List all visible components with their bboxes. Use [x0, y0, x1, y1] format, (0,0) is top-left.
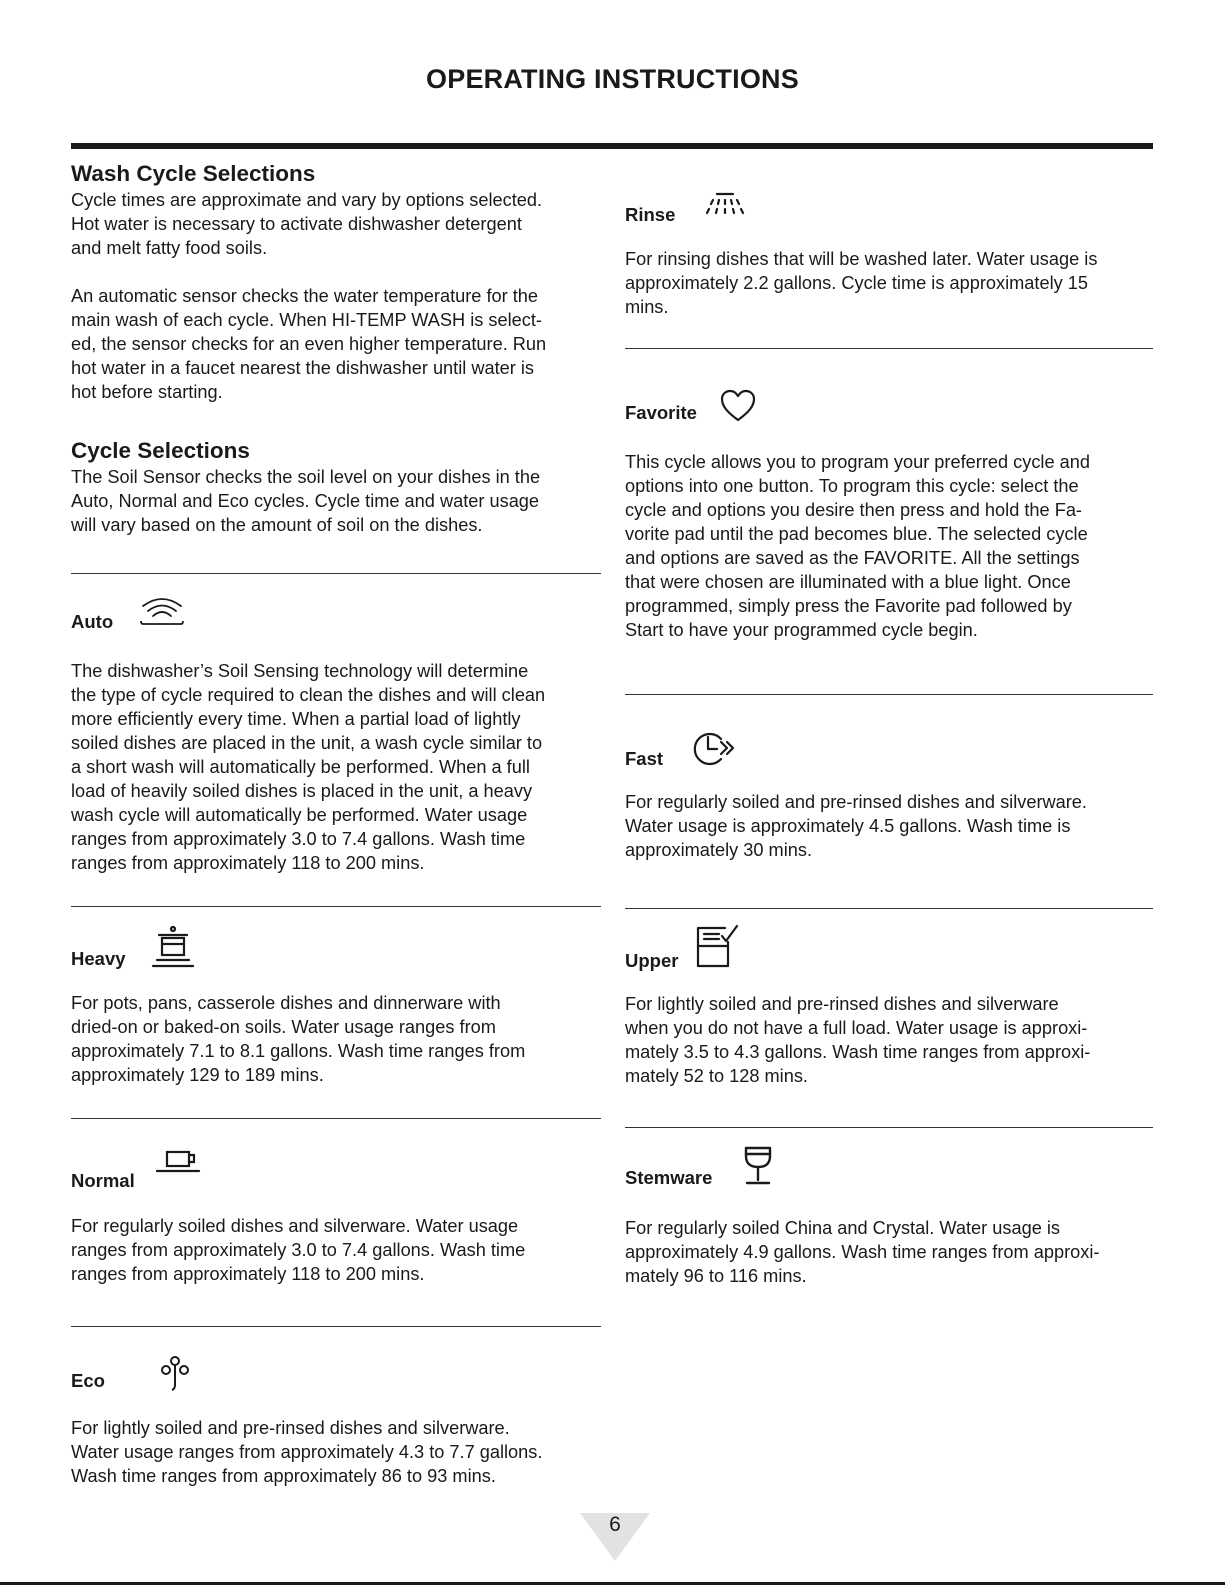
divider: [625, 1127, 1153, 1128]
sensor-wave-icon: [139, 594, 185, 630]
divider: [625, 694, 1153, 695]
divider: [625, 908, 1153, 909]
cycle-selections-heading: Cycle Selections: [71, 438, 250, 463]
cycle-desc-stemware: For regularly soiled China and Crystal. Water usage is approximately 4.9 gallons. Wash time ranges from approxi- mately 96 to 116 mins.: [625, 1218, 1100, 1286]
cycle-name-stemware: Stemware: [625, 1167, 713, 1188]
cycle-desc-heavy: For pots, pans, casserole dishes and dinnerware with dried-on or baked-on soils. Water usage ranges from approximately 7.1 to 8.1 gallons. Wash time ranges from approximately 129 to 189 mins.: [71, 993, 526, 1085]
divider: [625, 348, 1153, 349]
wash-cycle-paragraph-1: Cycle times are approximate and vary by options selected. Hot water is necessary to activate dishwasher detergent and melt fatty food soils.: [71, 190, 543, 258]
cycle-name-normal: Normal: [71, 1170, 135, 1191]
cup-icon: [155, 1150, 201, 1178]
cycle-name-auto: Auto: [71, 611, 114, 632]
wash-cycle-paragraph-2: An automatic sensor checks the water temperature for the main wash of each cycle. When HI-TEMP WASH is select- ed, the sensor checks for an even higher temperature. Run hot water in a faucet nearest the dishwasher until water is hot before starting.: [71, 286, 547, 402]
divider: [71, 1326, 601, 1327]
cycle-desc-normal: For regularly soiled dishes and silverware. Water usage ranges from approximately 3.0 to 7.4 gallons. Wash time ranges from approximately 118 to 200 mins.: [71, 1216, 526, 1284]
cycle-selections-paragraph: The Soil Sensor checks the soil level on your dishes in the Auto, Normal and Eco cycles. Cycle time and water usage will vary based on the amount of soil on the dishes.: [71, 467, 541, 535]
cycle-desc-fast: For regularly soiled and pre-rinsed dishes and silverware. Water usage is approximately 4.5 gallons. Wash time is approximately 30 mins.: [625, 792, 1087, 860]
cycle-name-upper: Upper: [625, 950, 679, 971]
clock-fast-icon: [691, 729, 739, 769]
header-rule: [71, 143, 1153, 149]
divider: [71, 1118, 601, 1119]
eco-plant-icon: [157, 1355, 193, 1391]
wine-glass-icon: [741, 1145, 775, 1187]
divider: [71, 906, 601, 907]
divider: [71, 573, 601, 574]
wash-cycle-heading: Wash Cycle Selections: [71, 161, 316, 186]
cycle-desc-upper: For lightly soiled and pre-rinsed dishes and silverware when you do not have a full load. Water usage is approxi- mately 3.5 to 4.3 gallons. Wash time ranges from approxi- mately 52 to 128 mins.: [625, 994, 1091, 1086]
pot-icon: [151, 924, 197, 974]
spray-icon: [703, 191, 747, 221]
cycle-name-favorite: Favorite: [625, 402, 697, 423]
page-title: OPERATING INSTRUCTIONS: [426, 64, 799, 94]
cycle-name-heavy: Heavy: [71, 948, 126, 969]
cycle-name-rinse: Rinse: [625, 204, 676, 225]
heart-icon: [719, 389, 757, 423]
cycle-desc-auto: The dishwasher’s Soil Sensing technology will determine the type of cycle required to clean the dishes and will clean more efficiently every time. When a partial load of lightly soiled dishes are placed in the unit, a wash cycle similar to a short wash will automatically be performed. When a full load of heavily soiled dishes is placed in the unit, a heavy wash cycle will automatically be performed. Water usage ranges from approximately 3.0 to 7.4 gallons. Wash time ranges from approximately 118 to 200 mins.: [71, 661, 546, 873]
cycle-desc-rinse: For rinsing dishes that will be washed later. Water usage is approximately 2.2 gallons. Cycle time is approximately 15 mins.: [625, 249, 1098, 317]
cycle-name-eco: Eco: [71, 1370, 105, 1391]
cycle-desc-eco: For lightly soiled and pre-rinsed dishes and silverware. Water usage ranges from approximately 4.3 to 7.7 gallons. Wash time ranges from approximately 86 to 93 mins.: [71, 1418, 543, 1486]
page-number: 6: [609, 1513, 621, 1536]
cycle-desc-favorite: This cycle allows you to program your preferred cycle and options into one button. To program this cycle: select the cycle and options you desire then press and hold the Fa- vorite pad until the pad becomes blue. The selected cycle and options are saved as the FAVORITE. All the settings that were chosen are illuminated with a blue light. Once programmed, simply press the Favorite pad followed by Start to have your programmed cycle begin.: [625, 452, 1090, 640]
cycle-name-fast: Fast: [625, 748, 664, 769]
upper-rack-icon: [695, 924, 741, 968]
